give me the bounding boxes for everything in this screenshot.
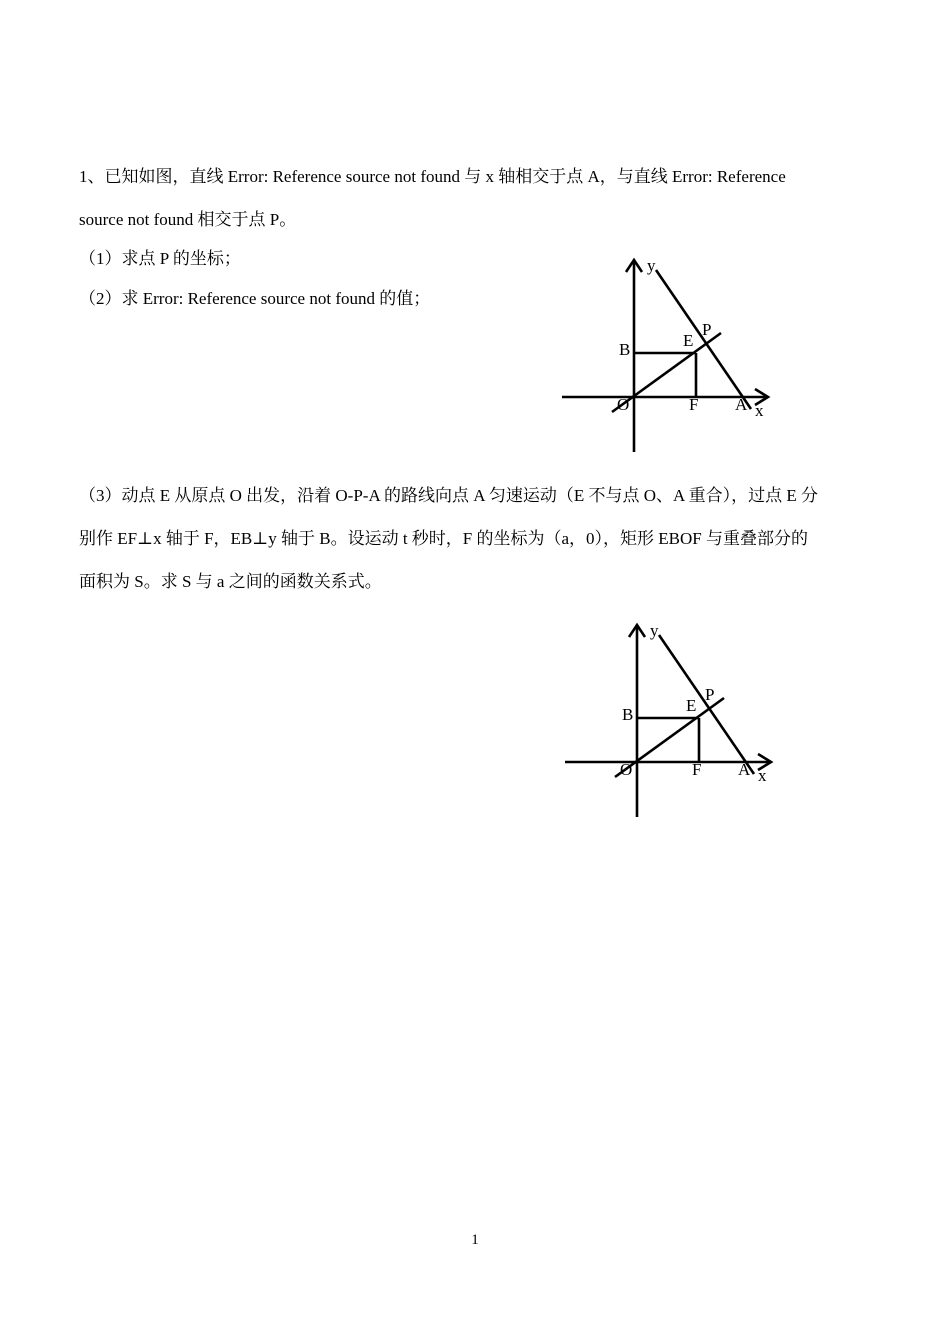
label-a: A	[738, 760, 751, 779]
problem-intro-line-2: source not found 相交于点 P。	[79, 210, 297, 229]
label-x: x	[755, 401, 764, 420]
page-number: 1	[471, 1232, 479, 1248]
label-y: y	[650, 621, 659, 640]
label-x: x	[758, 766, 767, 785]
label-o: O	[620, 760, 633, 779]
figure-2-svg	[558, 615, 783, 825]
question-1: （1）求点 P 的坐标；	[79, 249, 241, 268]
question-3-line-3: 面积为 S。求 S 与 a 之间的函数关系式。	[79, 572, 382, 591]
label-o: O	[617, 395, 630, 414]
line-ap	[656, 270, 751, 409]
label-p: P	[702, 320, 712, 339]
question-3-line-2: 别作 EF⊥x 轴于 F，EB⊥y 轴于 B。设运动 t 秒时，F 的坐标为（a，0），矩形 EBOF 与重叠部分的	[79, 529, 809, 548]
question-2: （2）求 Error: Reference source not found 的值；	[79, 289, 431, 308]
label-y: y	[647, 256, 656, 275]
label-f: F	[692, 760, 702, 779]
label-f: F	[689, 395, 699, 414]
line-ap	[659, 635, 754, 774]
label-a: A	[735, 395, 748, 414]
figure-1-svg	[555, 250, 780, 460]
label-e: E	[686, 696, 697, 715]
geometry-figure-1	[555, 250, 780, 460]
label-e: E	[683, 331, 694, 350]
geometry-figure-2	[558, 615, 783, 825]
label-b: B	[619, 340, 631, 359]
label-b: B	[622, 705, 634, 724]
question-3-line-1: （3）动点 E 从原点 O 出发，沿着 O-P-A 的路线向点 A 匀速运动（E 不与点 O、A 重合），过点 E 分	[79, 486, 819, 505]
label-p: P	[705, 685, 715, 704]
problem-intro-line-1: 1、已知如图，直线 Error: Reference source not found 与 x 轴相交于点 A，与直线 Error: Reference	[79, 167, 786, 186]
